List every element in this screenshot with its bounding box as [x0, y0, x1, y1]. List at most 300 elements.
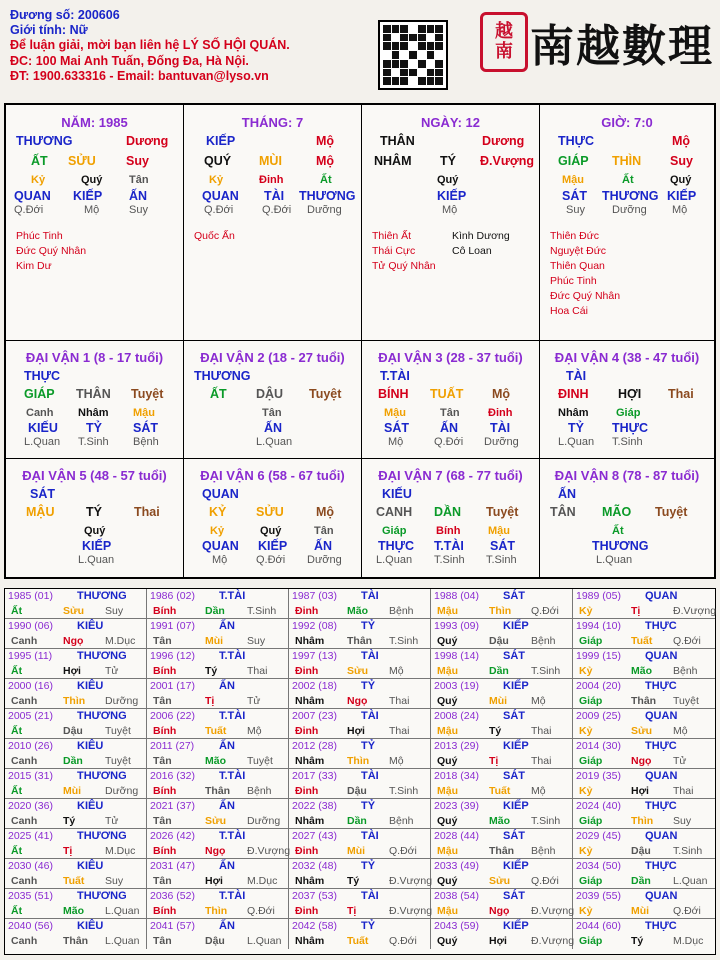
year-branch: Tuất — [347, 934, 369, 947]
decade-stem-branch — [6, 505, 183, 525]
year-stem: Nhâm — [295, 814, 325, 827]
decade-stem-branch — [362, 387, 539, 407]
decade-hidden-stems — [184, 525, 361, 539]
pillars-and-decades-grid — [4, 103, 716, 579]
year-row-top — [431, 829, 572, 844]
year-row-top — [289, 649, 430, 664]
decade-god-text: THỰC — [24, 369, 61, 383]
year-row-bottom — [431, 814, 572, 829]
decade-hidden-gods-text: ẤN — [440, 421, 459, 435]
year-cell — [431, 649, 573, 679]
pillar-phase-text: Q.Đới — [204, 204, 234, 216]
pillar-hidden-gods-text: QUAN — [202, 189, 239, 203]
decade-hidden-stems-text: Nhâm — [78, 407, 109, 419]
year-cell — [5, 769, 147, 799]
pillar-hidden-gods-text: KIẾP — [73, 189, 103, 203]
year-stem: Quý — [437, 934, 458, 947]
pillar-phase-text: Suy — [566, 204, 585, 216]
year-phase: Bệnh — [247, 784, 272, 797]
year-branch: Hợi — [489, 934, 507, 947]
decade-hidden-gods-text: SÁT — [384, 421, 409, 435]
pillar-god-text: Mộ — [672, 134, 691, 148]
year-row-top — [573, 679, 715, 694]
year-label: 2019 (35) — [576, 770, 621, 782]
year-label: 2007 (23) — [292, 710, 337, 722]
decade-hidden-gods-text: ẤN — [314, 539, 333, 553]
year-branch: Hợi — [205, 874, 223, 887]
decade-hidden-stems — [6, 407, 183, 421]
pillar-note: Quốc Ấn — [194, 230, 235, 242]
year-row-bottom — [5, 814, 146, 829]
year-label: 2033 (49) — [434, 860, 479, 872]
year-cell — [147, 829, 289, 859]
year-stem: Đinh — [295, 844, 319, 857]
pillar-phase-text: Q.Đới — [14, 204, 44, 216]
pillar-god — [362, 134, 539, 154]
year-label: 1992 (08) — [292, 620, 337, 632]
year-stem: Mậu — [437, 664, 458, 677]
year-label: 2038 (54) — [434, 890, 479, 902]
year-row-top — [5, 679, 146, 694]
year-label: 2012 (28) — [292, 740, 337, 752]
year-row-top — [5, 859, 146, 874]
decade-god-text: SÁT — [30, 487, 55, 501]
decade-hidden-stems-text: Kỷ — [210, 525, 225, 537]
year-god: SÁT — [503, 830, 525, 842]
year-god: KIẾP — [503, 620, 529, 632]
year-god: SÁT — [503, 770, 525, 782]
decade-stem-branch-text: THÂN — [76, 387, 111, 401]
year-branch: Sửu — [631, 724, 653, 737]
decade-hidden-stems-text: Canh — [26, 407, 54, 419]
year-row-top — [5, 619, 146, 634]
pillar-stem-branch-text: Mộ — [316, 154, 335, 168]
year-stem: Đinh — [295, 604, 319, 617]
pillar-note: Đức Quý Nhân — [550, 290, 621, 302]
pillar-note: Nguyệt Đức — [550, 245, 607, 257]
year-phase: Q.Đới — [673, 634, 701, 647]
year-stem: Ất — [11, 604, 23, 617]
year-cell — [431, 589, 573, 619]
decade-title: ĐẠI VẬN 6 (58 - 67 tuổi) — [200, 468, 345, 483]
pillar-hidden-gods-text: QUAN — [14, 189, 51, 203]
year-stem: Kỷ — [579, 844, 593, 857]
year-phase: T.Sinh — [531, 664, 561, 677]
decade-stem-branch-text: ĐINH — [558, 387, 589, 401]
year-god: KIẾP — [503, 740, 529, 752]
decade-stem-branch-text: KỶ — [209, 505, 227, 519]
year-phase: Dưỡng — [105, 784, 139, 797]
year-phase: Mộ — [389, 754, 404, 767]
year-row-top — [289, 919, 430, 934]
year-phase: Đ.Vượng — [389, 874, 433, 887]
year-branch: Dần — [631, 874, 651, 887]
year-branch: Thìn — [631, 814, 654, 827]
year-god: SÁT — [503, 590, 525, 602]
decade-hidden-gods — [184, 539, 361, 554]
pillar-stem-branch-text: ẤT — [31, 154, 48, 168]
year-god: KIẾP — [503, 800, 529, 812]
pillar-note: Tử Quý Nhân — [372, 260, 436, 272]
pillar-phase — [540, 204, 714, 219]
year-god: SÁT — [503, 650, 525, 662]
year-phase: Thai — [531, 754, 552, 767]
decade-phase-text: Dưỡng — [307, 554, 342, 566]
year-cell — [147, 859, 289, 889]
year-label: 2022 (38) — [292, 800, 337, 812]
year-label: 2032 (48) — [292, 860, 337, 872]
year-stem: Nhâm — [295, 874, 325, 887]
year-label: 1988 (04) — [434, 590, 479, 602]
year-row-bottom — [289, 664, 430, 679]
year-label: 2009 (25) — [576, 710, 621, 722]
pillar-god — [6, 134, 183, 154]
year-god: KIẾP — [503, 920, 529, 932]
year-branch: Tuất — [63, 874, 85, 887]
year-phase: Tuyệt — [673, 694, 699, 707]
year-god: THỰC — [645, 680, 677, 692]
pillar-phase — [6, 204, 183, 219]
year-row-bottom — [147, 754, 288, 769]
year-stem: Canh — [11, 634, 38, 647]
year-stem: Ất — [11, 664, 23, 677]
decade-phase-text: Mộ — [212, 554, 228, 566]
year-row-top — [573, 859, 715, 874]
year-row-top — [573, 739, 715, 754]
year-stem: Giáp — [579, 694, 603, 707]
decade-stem-branch-text: ẤT — [210, 387, 227, 401]
decade-stem-branch-text: DẬU — [256, 387, 284, 401]
year-branch: Tý — [489, 724, 502, 737]
year-cell — [5, 859, 147, 889]
year-stem: Bính — [153, 904, 177, 917]
decade-hidden-stems-text: Tân — [314, 525, 334, 537]
year-god: TÀI — [361, 710, 379, 722]
year-god: TÀI — [361, 770, 379, 782]
pillar-god-text: KIẾP — [206, 134, 236, 148]
pillar-notes — [372, 229, 436, 274]
decade-hidden-stems-text: Nhâm — [558, 407, 589, 419]
year-row-top — [431, 739, 572, 754]
year-god: TỶ — [361, 860, 376, 872]
decade-hidden-gods-text: ẤN — [264, 421, 283, 435]
year-phase: Đ.Vượng — [389, 904, 433, 917]
year-label: 2041 (57) — [150, 920, 195, 932]
pillar-hidden-stems — [6, 174, 183, 189]
year-row-bottom — [147, 664, 288, 679]
year-cell — [5, 619, 147, 649]
year-cell — [431, 739, 573, 769]
decade-god — [540, 369, 714, 387]
year-god: KIẾP — [503, 860, 529, 872]
year-phase: M.Dục — [673, 934, 704, 947]
year-branch: Mùi — [631, 904, 650, 917]
year-row-top — [431, 589, 572, 604]
year-cell — [147, 889, 289, 919]
year-row-bottom — [573, 664, 715, 679]
decade-god — [184, 369, 361, 387]
year-row-bottom — [5, 604, 146, 619]
decade-hidden-gods-text: TỶ — [86, 421, 102, 435]
yearly-luck-table — [4, 588, 716, 955]
pillar-hidden-gods — [184, 189, 361, 204]
year-row-bottom — [147, 814, 288, 829]
pillar-hidden-stems-text: Quý — [670, 174, 692, 186]
decade-god-text: THƯƠNG — [194, 369, 251, 383]
year-row-top — [289, 739, 430, 754]
year-label: 2026 (42) — [150, 830, 195, 842]
year-row-bottom — [573, 934, 715, 949]
year-label: 1998 (14) — [434, 650, 479, 662]
year-row-bottom — [573, 844, 715, 859]
year-phase: Mộ — [531, 784, 546, 797]
year-stem: Tân — [153, 934, 172, 947]
decade-phase — [540, 436, 714, 451]
decade-god — [362, 369, 539, 387]
year-cell — [289, 619, 431, 649]
decade-stem-branch — [540, 505, 714, 525]
year-cell — [289, 799, 431, 829]
year-row-bottom — [147, 784, 288, 799]
year-phase: Đ.Vượng — [673, 604, 717, 617]
year-cell — [431, 679, 573, 709]
pillar-hidden-stems-text: Kỷ — [31, 174, 46, 186]
year-label: 1985 (01) — [8, 590, 53, 602]
decade-phase-text: Q.Đới — [256, 554, 286, 566]
year-row-bottom — [431, 604, 572, 619]
year-phase: T.Sinh — [673, 844, 703, 857]
decade-stem-branch — [6, 387, 183, 407]
year-row-top — [5, 889, 146, 904]
year-row-bottom — [431, 724, 572, 739]
year-cell — [431, 769, 573, 799]
year-label: 2017 (33) — [292, 770, 337, 782]
year-branch: Dậu — [205, 934, 225, 947]
pillar-note: Phúc Tinh — [550, 275, 597, 287]
year-cell — [5, 589, 147, 619]
decade-title: ĐẠI VẬN 7 (68 - 77 tuổi) — [378, 468, 523, 483]
year-label: 2044 (60) — [576, 920, 621, 932]
year-stem: Tân — [153, 874, 172, 887]
decade-stem-branch-text: Tuyệt — [486, 505, 519, 519]
year-label: 2027 (43) — [292, 830, 337, 842]
year-stem: Canh — [11, 814, 38, 827]
decade-hidden-gods-text: TỶ — [568, 421, 584, 435]
year-stem: Bính — [153, 604, 177, 617]
year-cell — [573, 799, 715, 829]
pillar-stem-branch-text: SỬU — [68, 154, 96, 168]
year-row-bottom — [289, 604, 430, 619]
decade-hidden-stems — [362, 407, 539, 421]
year-branch: Dậu — [489, 634, 509, 647]
year-cell — [147, 649, 289, 679]
decade-title: ĐẠI VẬN 1 (8 - 17 tuổi) — [25, 350, 164, 365]
year-label: 2036 (52) — [150, 890, 195, 902]
year-phase: T.Sinh — [531, 814, 561, 827]
year-stem: Canh — [11, 874, 38, 887]
year-god: QUAN — [645, 650, 678, 662]
decade-god-text: KIẾU — [382, 487, 412, 501]
year-phase: Q.Đới — [247, 904, 275, 917]
pillar-stem-branch — [540, 154, 714, 174]
year-cell — [573, 619, 715, 649]
decade-phase-text: L.Quan — [78, 554, 115, 566]
pillar-phase-text: Mộ — [672, 204, 688, 216]
year-row-top — [147, 679, 288, 694]
pillar-hidden-stems-text: Mậu — [562, 174, 584, 186]
year-label: 2004 (20) — [576, 680, 621, 692]
year-god: TÀI — [361, 890, 379, 902]
pillar-phase-text: Q.Đới — [262, 204, 292, 216]
year-stem: Quý — [437, 874, 458, 887]
year-stem: Bính — [153, 844, 177, 857]
decade-cell — [184, 459, 362, 577]
year-row-bottom — [573, 904, 715, 919]
year-cell — [573, 829, 715, 859]
pillar-god — [184, 134, 361, 154]
pillar-notes — [550, 229, 620, 319]
pillar-body — [184, 134, 361, 219]
year-phase: Đ.Vượng — [247, 844, 291, 857]
year-cell — [431, 859, 573, 889]
year-row-top — [147, 739, 288, 754]
year-row-top — [5, 649, 146, 664]
year-row-top — [147, 859, 288, 874]
pillar-hidden-stems-text: Quý — [437, 174, 459, 186]
year-god: T.TÀI — [219, 710, 246, 722]
decade-hidden-gods — [362, 539, 539, 554]
decade-cell — [362, 459, 540, 577]
year-label: 2030 (46) — [8, 860, 53, 872]
year-cell — [5, 829, 147, 859]
year-label: 2021 (37) — [150, 800, 195, 812]
year-stem: Nhâm — [295, 634, 325, 647]
year-row-bottom — [289, 874, 433, 889]
year-stem: Quý — [437, 634, 458, 647]
year-row-top — [573, 709, 715, 724]
pillar-phase-text: Mộ — [84, 204, 100, 216]
year-stem: Mậu — [437, 844, 458, 857]
pillar-hidden-gods — [362, 189, 539, 204]
pillar-note: Cô Loan — [452, 245, 492, 257]
year-branch: Ngọ — [205, 844, 226, 857]
year-label: 1987 (03) — [292, 590, 337, 602]
year-stem: Đinh — [295, 784, 319, 797]
decade-hidden-stems-text: Ất — [612, 525, 624, 537]
decade-stem-branch — [540, 387, 714, 407]
year-stem: Tân — [153, 694, 172, 707]
pillar-hidden-stems-text: Tân — [129, 174, 149, 186]
year-phase: Thai — [673, 784, 694, 797]
year-god: KIÊU — [77, 920, 104, 932]
decade-stem-branch-text: MẬU — [26, 505, 55, 519]
year-branch: Tị — [631, 604, 641, 617]
year-label: 1989 (05) — [576, 590, 621, 602]
year-phase: Suy — [105, 874, 124, 887]
decade-hidden-stems-text: Giáp — [382, 525, 407, 537]
pillar-god-text: THÂN — [380, 134, 415, 148]
year-row-bottom — [431, 904, 575, 919]
decade-cell — [6, 341, 184, 459]
year-cell — [431, 799, 573, 829]
year-branch: Dậu — [63, 724, 83, 737]
year-branch: Mão — [63, 904, 84, 917]
year-stem: Quý — [437, 814, 458, 827]
year-row-bottom — [431, 754, 572, 769]
year-label: 2001 (17) — [150, 680, 195, 692]
year-row-bottom — [5, 934, 146, 949]
year-row-top — [289, 679, 430, 694]
year-stem: Tân — [153, 634, 172, 647]
year-god: ẤN — [219, 860, 235, 872]
decade-body — [184, 369, 361, 451]
year-cell — [289, 679, 431, 709]
year-row-top — [431, 919, 572, 934]
year-label: 1996 (12) — [150, 650, 195, 662]
year-stem: Canh — [11, 694, 38, 707]
year-row-bottom — [573, 724, 715, 739]
pillar-notes — [16, 229, 86, 274]
year-god: TÀI — [361, 590, 379, 602]
year-cell — [147, 919, 289, 949]
year-row-top — [147, 769, 288, 784]
year-row-bottom — [431, 784, 572, 799]
year-god: ẤN — [219, 800, 235, 812]
decade-hidden-gods-text: SÁT — [133, 421, 158, 435]
decade-hidden-gods — [540, 421, 714, 436]
year-row-top — [5, 829, 146, 844]
year-phase: T.Sinh — [389, 634, 419, 647]
year-god: ẤN — [219, 680, 235, 692]
year-god: T.TÀI — [219, 770, 246, 782]
year-row-bottom — [147, 934, 288, 949]
year-god: ẤN — [219, 740, 235, 752]
decade-hidden-stems-text: Đinh — [488, 407, 513, 419]
decade-phase — [184, 554, 361, 569]
year-cell — [289, 649, 431, 679]
year-phase: M.Dục — [247, 874, 278, 887]
decade-body — [540, 369, 714, 451]
decade-god-text: TÀI — [566, 369, 587, 383]
year-stem: Mậu — [437, 904, 458, 917]
year-god: THƯƠNG — [77, 890, 127, 902]
year-cell — [573, 859, 715, 889]
year-phase: Q.Đới — [389, 844, 417, 857]
brand-calligraphy: 南越數理 — [530, 21, 714, 72]
year-branch: Tuất — [205, 724, 227, 737]
year-cell — [5, 649, 147, 679]
year-branch: Tý — [205, 664, 218, 677]
decade-phase — [362, 554, 539, 569]
year-row-bottom — [573, 694, 715, 709]
year-label: 2029 (45) — [576, 830, 621, 842]
pillar-cell — [540, 105, 714, 341]
year-row-top — [147, 919, 288, 934]
decade-hidden-gods-text: SÁT — [490, 539, 515, 553]
decade-phase-text: T.Sinh — [486, 554, 517, 566]
year-stem: Kỷ — [579, 664, 593, 677]
year-row-bottom — [573, 814, 715, 829]
year-god: TÀI — [361, 830, 379, 842]
pillar-note: Thiên Đức — [550, 230, 600, 242]
pillar-title: NGÀY: 12 — [421, 115, 480, 130]
pillar-god-text: Dương — [482, 134, 525, 148]
year-god: THỰC — [645, 620, 677, 632]
pillar-stem-branch — [184, 154, 361, 174]
year-phase: Q.Đới — [389, 934, 417, 947]
year-stem: Giáp — [579, 934, 603, 947]
year-phase: M.Dục — [105, 634, 136, 647]
